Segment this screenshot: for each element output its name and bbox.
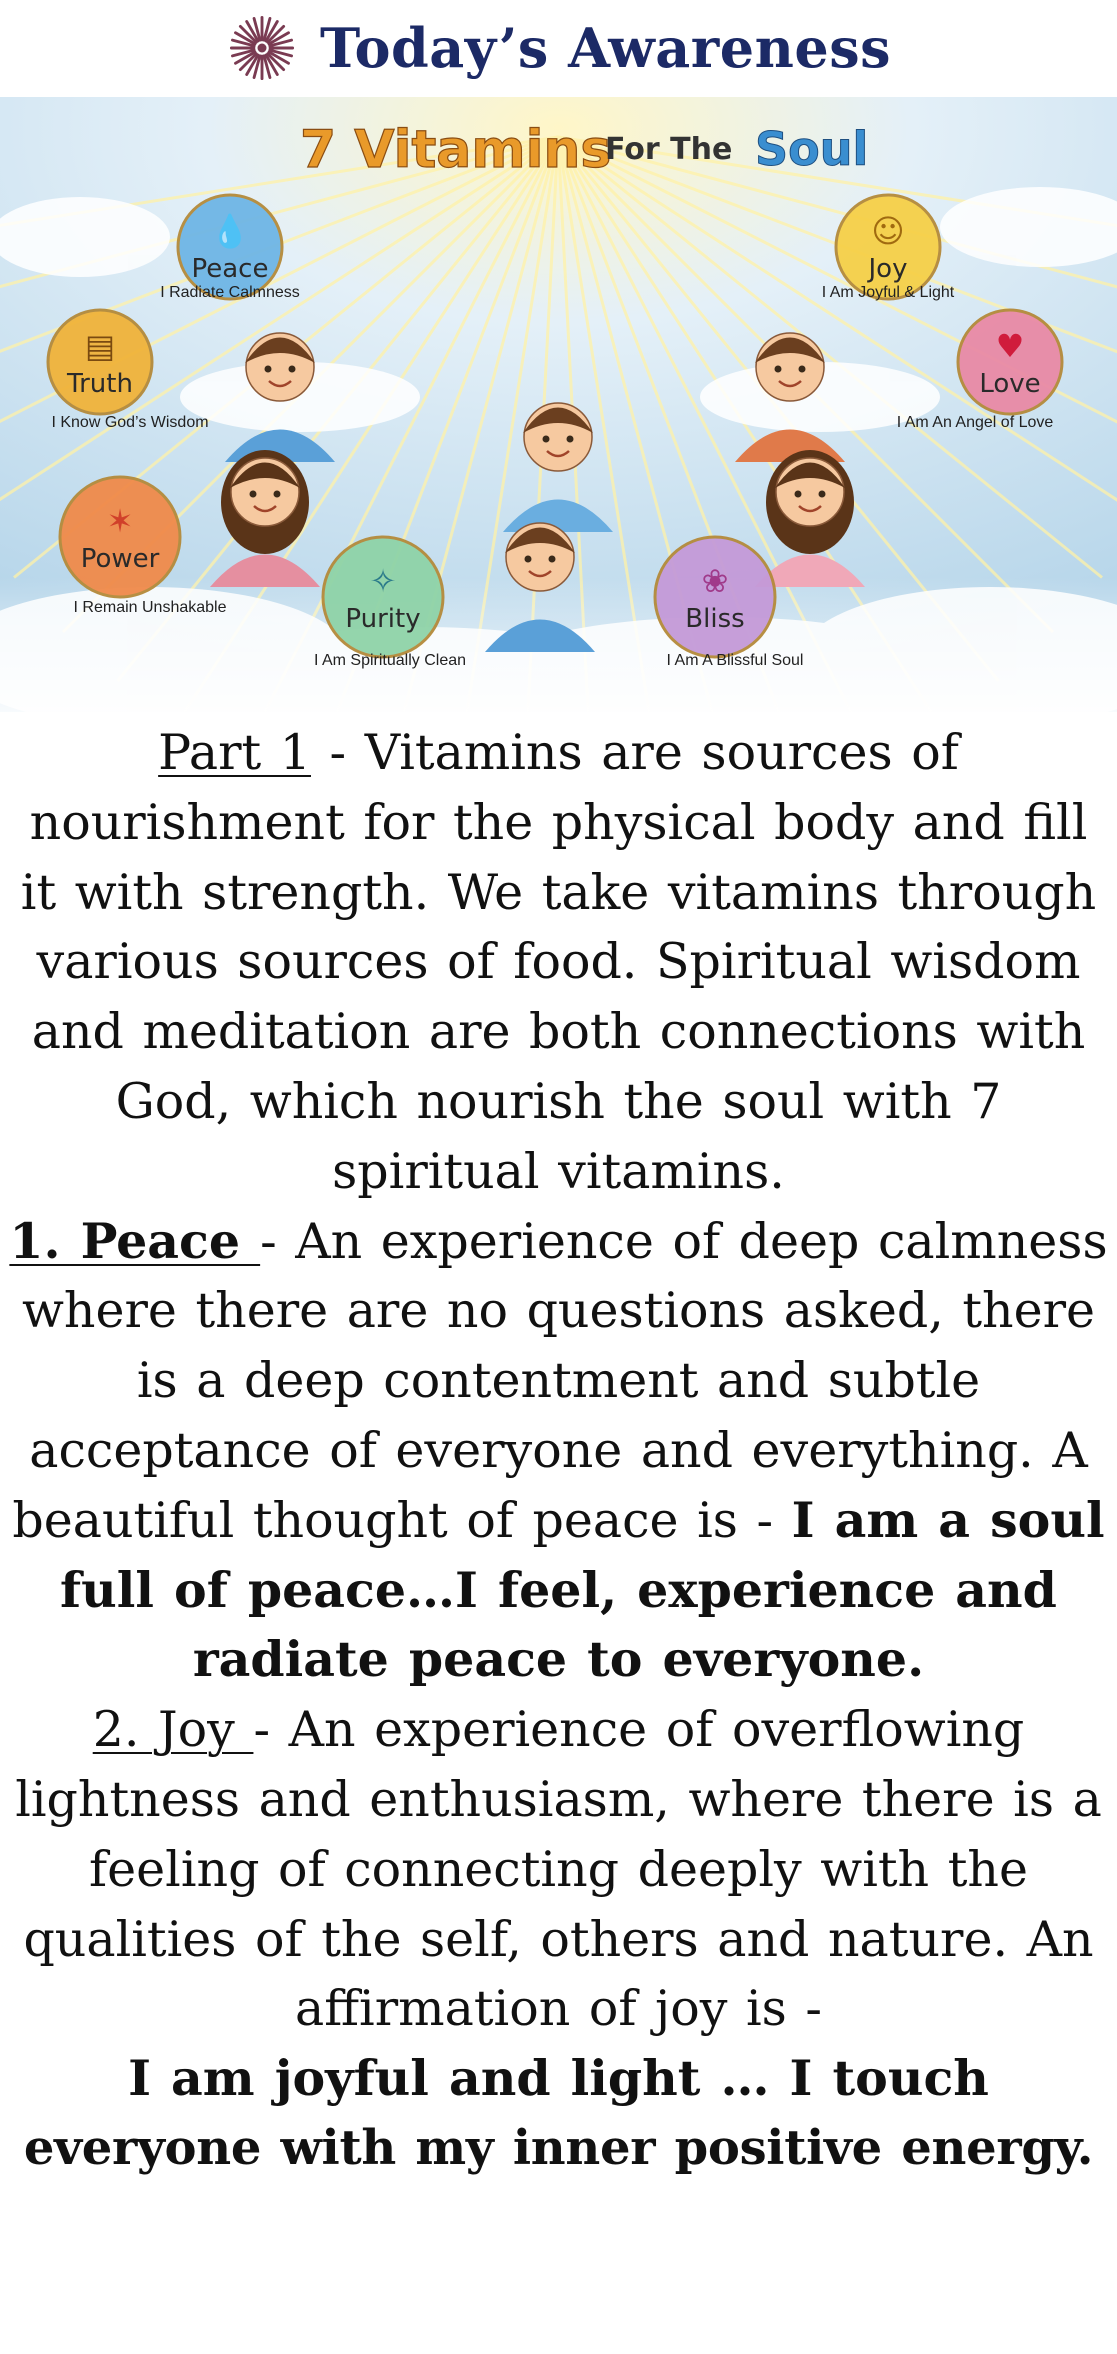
peace-text: - An experience of deep calmness where there are no questions asked, there is a deep contentment and subtle acceptance of everyone and everything. A beautiful thought of peace is - xyxy=(12,1212,1108,1549)
joy-paragraph xyxy=(8,1695,1109,2044)
peace-heading: 1. Peace xyxy=(9,1211,261,1270)
joy-affirmation-line-2: everyone with my inner positive energy. xyxy=(23,2119,1094,2176)
vitamins-poster xyxy=(0,97,1117,712)
joy-text: - An experience of overflowing lightness and enthusiasm, where there is a feeling of connecting deeply with the qualities of the self, others and nature. An affirmation of joy is - xyxy=(15,1701,1102,2038)
page-header xyxy=(0,0,1117,95)
star-icon: ✶ xyxy=(106,502,134,540)
heart-icon: ♥ xyxy=(995,327,1025,365)
intro-text: - Vitamins are sources of nourishment for the physical body and fill it with strength. We take vitamins through various sources of food. Spiritual wisdom and meditation are both connections with God, which nourish the soul with 7 spiritual vitamins. xyxy=(20,724,1097,1200)
joy-heading: 2. Joy xyxy=(92,1701,254,1759)
open-book-icon: ▤ xyxy=(84,327,116,365)
poster-illustration xyxy=(0,97,1117,712)
vitamin-name: Joy xyxy=(868,254,908,284)
joy-affirmation-line-1: I am joyful and light … I touch xyxy=(128,2049,989,2108)
article-body xyxy=(8,718,1109,2184)
smiling-sun-icon: ☺ xyxy=(871,212,905,250)
vitamin-caption: I Know God’s Wisdom xyxy=(51,414,209,431)
sparkle-icon: ✧ xyxy=(369,562,397,600)
vitamin-caption: I Radiate Calmness xyxy=(160,284,300,301)
vitamin-name: Love xyxy=(979,369,1041,399)
vitamin-caption: I Am An Angel of Love xyxy=(896,414,1054,431)
peace-paragraph xyxy=(8,1207,1109,1696)
vitamin-name: Peace xyxy=(191,254,269,284)
poster-title-soul: Soul xyxy=(755,122,869,176)
poster-title-vitamins: 7 Vitamins xyxy=(300,120,612,180)
intro-paragraph xyxy=(8,718,1109,1207)
page-title: Today’s Awareness xyxy=(319,15,892,80)
vitamin-caption: I Am A Blissful Soul xyxy=(666,652,804,669)
vitamin-caption: I Am Joyful & Light xyxy=(821,284,955,301)
lotus-icon: ❀ xyxy=(701,562,729,600)
vitamin-caption: I Am Spiritually Clean xyxy=(313,652,467,669)
peace-affirmation: I am a soul full of peace…I feel, experience and radiate peace to everyone. xyxy=(60,1490,1105,1689)
vitamin-name: Purity xyxy=(345,604,421,634)
vitamin-name: Truth xyxy=(67,369,133,399)
water-drop-icon: 💧 xyxy=(210,212,250,250)
vitamin-name: Power xyxy=(80,544,160,574)
sunburst-icon xyxy=(226,12,298,84)
poster-title-for-the: For The xyxy=(605,132,733,167)
vitamin-caption: I Remain Unshakable xyxy=(73,599,227,616)
vitamin-name: Bliss xyxy=(685,604,745,634)
part-label: Part 1 xyxy=(158,724,311,781)
